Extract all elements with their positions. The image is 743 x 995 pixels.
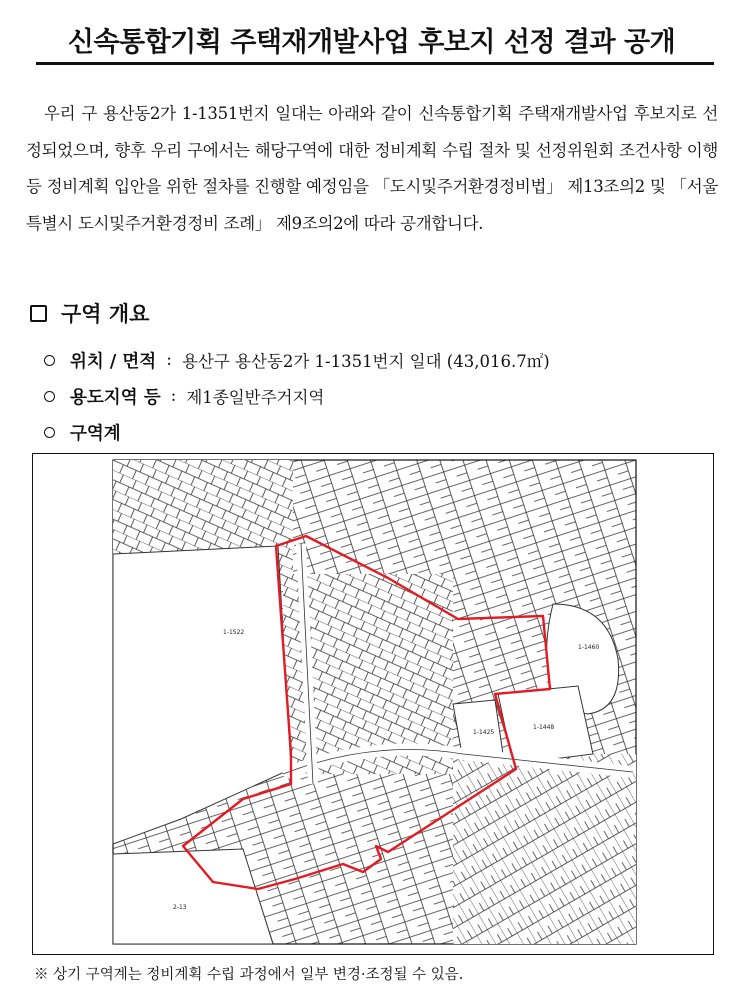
overview-item-zoning <box>44 378 704 414</box>
intro-paragraph <box>26 96 718 242</box>
checkbox-icon <box>30 305 47 322</box>
map-area <box>113 460 636 944</box>
circle-bullet-icon <box>44 427 55 438</box>
parcel-label: 1-1425 <box>473 729 495 736</box>
parcel-label: 1-1460 <box>578 644 600 651</box>
circle-bullet-icon <box>44 355 55 366</box>
item-value: 용산구 용산동2가 1-1351번지 일대 (43,016.7㎡) <box>181 352 550 371</box>
intro-text: 우리 구 용산동2가 1-1351번지 일대는 아래와 같이 신속통합기획 주택재개발사업 후보지로 선정되었으며, 향후 우리 구에서는 해당구역에 대한 정비계획 수립 절차 및 선정위원회 조건사항 이행 등 정비계획 입안을 위한 절차를 진행할 예정임을 「도시및주거환경정비법」 제13조의2 및 「서울특별시 도시및주거환경정비 조례」 제9조의2에 따라 공개합니다. <box>26 104 718 233</box>
overview-item-location <box>44 342 704 378</box>
item-value: 제1종일반주거지역 <box>186 388 325 407</box>
section-heading <box>30 298 149 328</box>
cadastral-map-svg <box>33 454 713 954</box>
item-label: 용도지역 등 <box>70 387 161 408</box>
circle-bullet-icon <box>44 391 55 402</box>
colon-separator: : <box>170 386 177 406</box>
footnote: ※ 상기 구역계는 정비계획 수립 과정에서 일부 변경·조정될 수 있음. <box>34 967 464 983</box>
overview-item-boundary <box>44 414 704 450</box>
parcel-label: 2-13 <box>173 904 187 911</box>
item-label: 위치 / 면적 <box>70 351 157 372</box>
colon-separator: : <box>166 350 172 370</box>
overview-list <box>44 342 704 450</box>
item-label: 구역계 <box>70 423 121 444</box>
title-underline <box>36 62 714 65</box>
page-title: 신속통합기획 주택재개발사업 후보지 선정 결과 공개 <box>67 27 676 58</box>
parcel-label: 1-1448 <box>533 724 555 731</box>
section-heading-text: 구역 개요 <box>61 302 150 326</box>
boundary-map <box>32 453 714 955</box>
parcel-label: 1-1522 <box>223 629 245 636</box>
